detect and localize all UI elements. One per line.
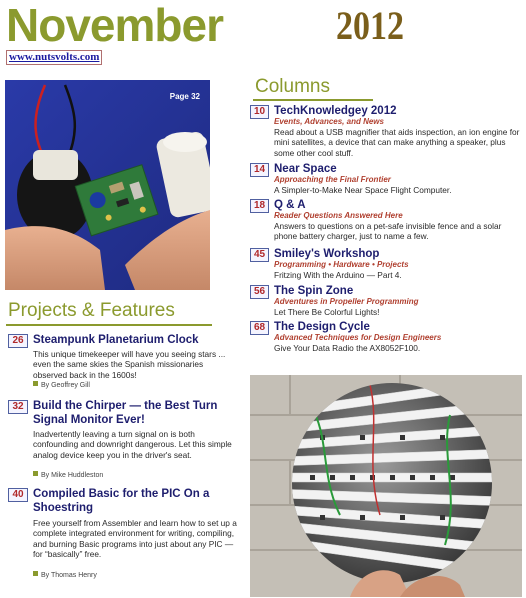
column-title: Smiley's Workshop [274,248,380,260]
column-title: TechKnowledgey 2012 [274,105,397,117]
page-number-badge: 68 [250,321,269,335]
bullet-square-icon [33,471,38,476]
column-title: Q & A [274,199,306,211]
circuit-board-illustration [5,80,210,290]
column-description: Fritzing With the Arduino — Part 4. [274,270,402,280]
column-title: Near Space [274,163,337,175]
project-byline [33,381,90,390]
project-byline [33,471,103,480]
project-byline [33,571,97,580]
project-description: Free yourself from Assembler and learn how to set up a complete integrated environment for writing, compiling, and burning Basic programs into just about any PIC — for “basically” free. [33,518,237,559]
page-reference-label: Page 32 [169,92,200,101]
project-description: Inadvertently leaving a turn signal on is both confounding and downright dangerous. Let this simple analog device keep you in the driver's seat. [33,429,232,460]
bullet-square-icon [33,381,38,386]
page-number-badge: 32 [8,400,28,414]
page-number-badge: 14 [250,163,269,177]
page-number-badge: 10 [250,105,269,119]
columns-section-title: Columns [255,76,330,97]
circuit-board-photo [5,80,210,290]
page-number-badge: 40 [8,488,28,502]
projects-section-title: Projects & Features [8,300,175,321]
byline-text: By Mike Huddleston [41,472,104,479]
project-title: Build the Chirper — the Best Turn Signal Monitor Ever! [33,400,218,426]
page-number-badge: 18 [250,199,269,213]
website-link[interactable]: www.nutsvolts.com [6,50,102,65]
bullet-square-icon [33,571,38,576]
column-description: Give Your Data Radio the AX8052F100. [274,343,421,353]
page-number-badge: 56 [250,285,269,299]
column-title: The Design Cycle [274,321,370,333]
column-subtitle: Approaching the Final Frontier [274,175,391,184]
byline-text: By Geoffrey Gill [41,382,90,389]
column-description: Answers to questions on a pet-safe invisible fence and a solar phone battery charger, just to name a few. [274,221,502,242]
projects-divider [6,324,212,326]
column-subtitle: Advanced Techniques for Design Engineers [274,333,442,342]
column-subtitle: Adventures in Propeller Programming [274,297,419,306]
project-title: Steampunk Planetarium Clock [33,334,199,346]
project-description: This unique timekeeper will have you seeing stars ... even the same skies the Spanish missionaries observed back in the 1600s! [33,349,226,380]
byline-text: By Thomas Henry [41,572,97,579]
page-number-badge: 26 [8,334,28,348]
column-subtitle: Events, Advances, and News [274,117,384,126]
column-subtitle: Reader Questions Answered Here [274,211,403,220]
month-heading: November [6,0,223,51]
project-title: Compiled Basic for the PIC On a Shoestring [33,488,210,514]
led-sphere-illustration [250,375,522,597]
column-description: A Simpler-to-Make Near Space Flight Computer. [274,185,452,195]
columns-divider [253,99,373,101]
column-description: Let There Be Colorful Lights! [274,307,380,317]
column-description: Read about a USB magnifier that aids inspection, an ion engine for mini satellites, a device that can make anything a speaker, plus some other cool stuff. [274,127,520,158]
column-subtitle: Programming • Hardware • Projects [274,260,409,269]
column-title: The Spin Zone [274,285,354,297]
year-heading: 2012 [336,3,404,48]
led-sphere-photo [250,375,522,597]
page-number-badge: 45 [250,248,269,262]
